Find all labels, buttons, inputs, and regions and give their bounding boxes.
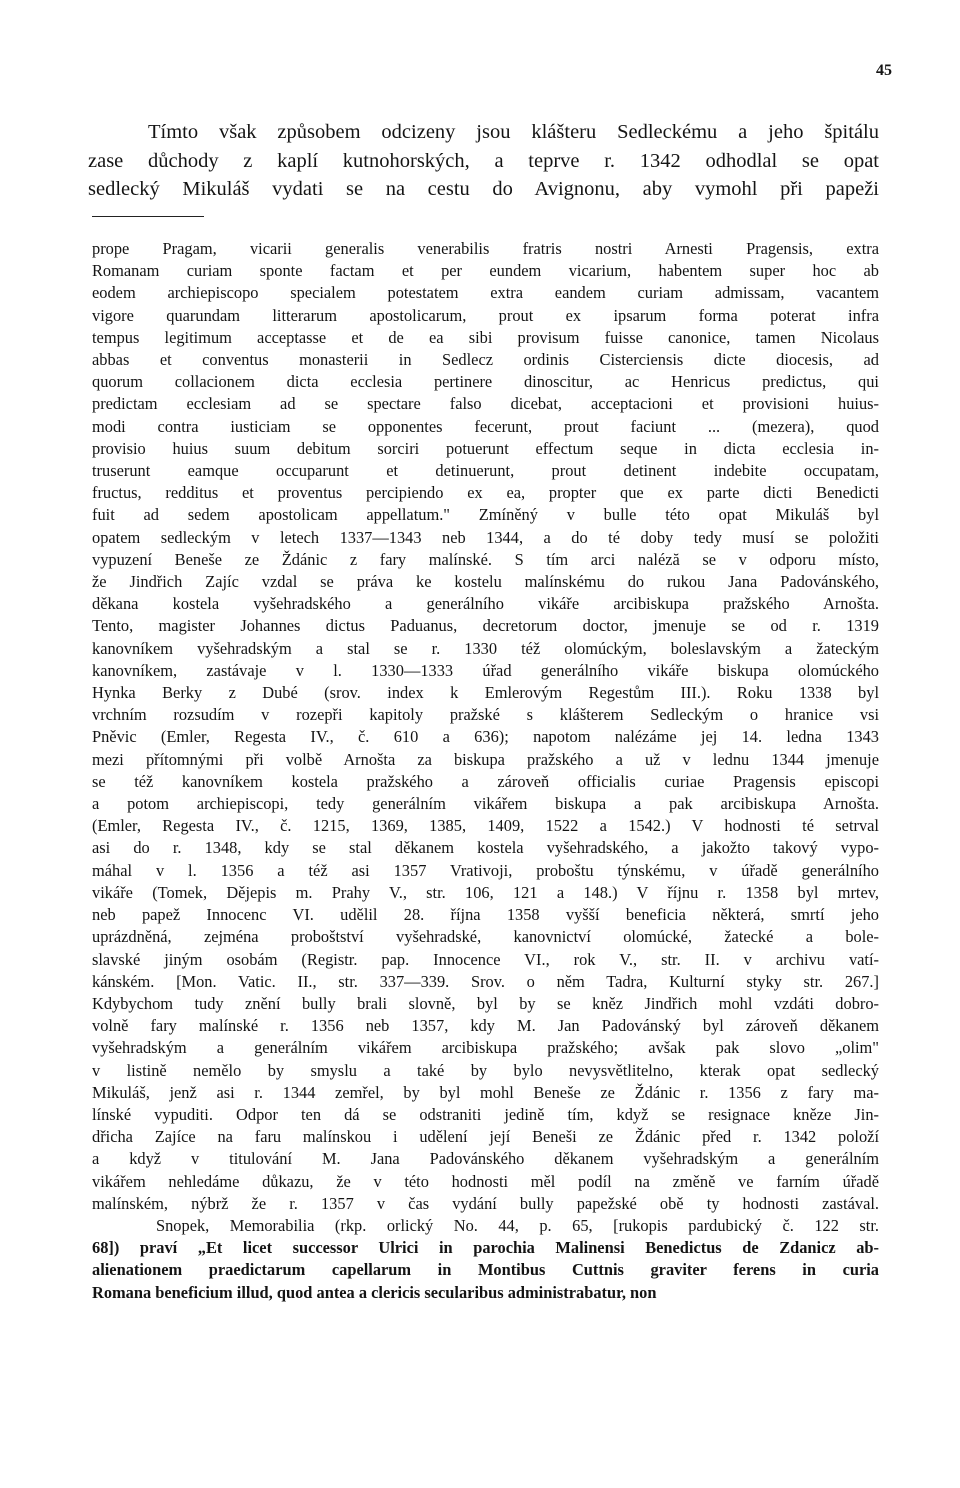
footnote-line: dřicha Zajíce na faru malínskou i udělení její Beneši ze Ždánic před r. 1342 položí bbox=[92, 1127, 879, 1147]
footnote-line: uprázdněná, zejména proboštství vyšehradské, kanovnictví olomúcké, žatecké a bole- bbox=[92, 927, 879, 947]
footnote-line: quorum collacionem dicta ecclesia pertinere dinoscitur, ac Henricus predictus, qui bbox=[92, 372, 879, 392]
footnote-line: vigore quarundam litterarum apostolicarum, prout ex ipsarum forma poterat infra bbox=[92, 305, 879, 325]
footnote-line: predictam ecclesiam ad se spectare falso dicebat, acceptacioni et provisioni huius- bbox=[92, 394, 879, 414]
main-text-line: sedlecký Mikuláš vydati se na cestu do Avignonu, aby vymohl při papeži bbox=[88, 178, 879, 200]
footnote-line: (Emler, Regesta IV., č. 1215, 1369, 1385, 1409, 1522 a 1542.) V hodnosti té setrval bbox=[92, 816, 879, 836]
footnote-line: fructus, redditus et proventus percipiendo ex ea, propter que ex parte dicti Benedicti bbox=[92, 483, 879, 503]
footnote-line: volně fary malínské r. 1356 neb 1357, kdy M. Jan Padovánský byl zároveň děkanem bbox=[92, 1016, 879, 1036]
footnote-line: Hynka Berky z Dubé (srov. index k Emlerovým Regestům III.). Roku 1338 byl bbox=[92, 683, 879, 703]
footnote-line: eodem archiepiscopo specialem potestatem extra eandem curiam admissam, vacantem bbox=[92, 283, 879, 303]
footnote-line: Pněvic (Emler, Regesta IV., č. 610 a 636); napotom nalézáme jej 14. ledna 1343 bbox=[92, 727, 879, 747]
footnote-line: alienationem praedictarum capellarum in Montibus Cuttnis graviter ferens in curia bbox=[92, 1260, 879, 1280]
footnote-line: truserunt eamque occuparunt et detinuerunt, prout detinent indebite occupatam, bbox=[92, 461, 879, 481]
footnote-line: malínském, nýbrž že r. 1357 v čas vydání bully papežské obě ty hodnosti zastával. bbox=[92, 1193, 879, 1213]
footnote-line: fuit ad sedem apostolicam appellatum." Zmíněný v bulle této opat Mikuláš byl bbox=[92, 505, 879, 525]
footnote-line: Romana beneficium illud, quod antea a clericis secularibus administrabatur, non bbox=[92, 1282, 657, 1302]
footnote-line: Kdybychom tudy znění bully brali slovně, byl by se kněz Jindřich mohl vzdáti dobro- bbox=[92, 993, 879, 1013]
footnote-line: Snopek, Memorabilia (rkp. orlický No. 44, p. 65, [rukopis pardubický č. 122 str. bbox=[156, 1215, 879, 1235]
footnote-line: línské vypuditi. Odpor ten dá se odstraniti jedině tím, když se resignace kněze Jin- bbox=[92, 1104, 879, 1124]
footnote-line: vikáře (Tomek, Dějepis m. Prahy V., str. 106, 121 a 148.) V říjnu r. 1358 byl mrtev, bbox=[92, 882, 879, 902]
main-text-line: Tímto však způsobem odcizeny jsou klášteru Sedleckému a jeho špitálu bbox=[148, 121, 879, 143]
footnote-line: kanovníkem, zastávaje v l. 1330—1333 úřad generálního vikáře biskupa olomúckého bbox=[92, 660, 879, 680]
footnote-line: Mikuláš, jenž asi r. 1344 zemřel, by byl mohl Beneše ze Ždánic r. 1356 z fary ma- bbox=[92, 1082, 879, 1102]
footnote-line: abbas et conventus monasterii in Sedlecz ordinis Cisterciensis dicte diocesis, ad bbox=[92, 350, 879, 370]
footnote-line: slavské jiným osobám (Registr. pap. Innocence VI., rok V., str. II. v archivu vatí- bbox=[92, 949, 879, 969]
footnote-line: kanovníkem vyšehradským a stal se r. 1330 též olomúckým, boleslavským a žateckým bbox=[92, 638, 879, 658]
footnote-line: 68]) praví „Et licet successor Ulrici in parochia Malinensi Benedictus de Zdanicz ab- bbox=[92, 1238, 879, 1258]
footnote-line: a když v titulování M. Jana Padovánského děkanem vyšehradským a generálním bbox=[92, 1149, 879, 1169]
footnote-line: vrchním rozsudím v rozepři kapitoly pražské s klášterem Sedleckým o hranice vsi bbox=[92, 705, 879, 725]
footnote-line: v listině nemělo by smyslu a také by bylo nevysvětlitelno, kterak opat sedlecký bbox=[92, 1060, 879, 1080]
footnote-line: tempus legitimum acceptasse et de ea sibi provisum fuisse canonice, tamen Nicolaus bbox=[92, 327, 879, 347]
main-text-line: zase důchody z kaplí kutnohorských, a teprve r. 1342 odhodlal se opat bbox=[88, 149, 879, 172]
footnote bbox=[92, 238, 879, 1304]
footnote-line: vikářem nehledáme důkazu, že v této hodnosti měl podíl na změně ve farním úřadě bbox=[92, 1171, 879, 1191]
footnote-line: provisio huius suum debitum sorciri potuerunt effectum seque in dicta ecclesia in- bbox=[92, 438, 879, 458]
footnote-line: že Jindřich Zajíc vzdal se práva ke kostelu malínskému do rukou Jana Padovánského, bbox=[92, 572, 879, 592]
footnote-line: asi do r. 1348, kdy se stal děkanem kostela vyšehradského, a jakožto takový vypo- bbox=[92, 838, 879, 858]
footnote-separator bbox=[92, 216, 204, 217]
footnote-line: opatem sedleckým v letech 1337—1343 neb 1344, a do té doby tedy musí se položiti bbox=[92, 527, 879, 547]
footnote-line: Romanam curiam sponte factam et per eundem vicarium, habentem super hoc ab bbox=[92, 261, 879, 281]
footnote-line: děkana kostela vyšehradského a generálního vikáře arcibiskupa pražského Arnošta. bbox=[92, 594, 879, 614]
footnote-line: se též kanovníkem kostela pražského a zároveň officialis curiae Pragensis episcopi bbox=[92, 771, 879, 791]
footnote-line: vyšehradským a generálním vikářem arcibiskupa pražského; avšak pak slovo „olim" bbox=[92, 1038, 879, 1058]
footnote-line: prope Pragam, vicarii generalis venerabilis fratris nostri Arnesti Pragensis, extra bbox=[92, 239, 879, 258]
footnote-line: máhal v l. 1356 a též asi 1357 Vrativoji, proboštu týnskému, v úřadě generálního bbox=[92, 860, 879, 880]
footnote-line: Tento, magister Johannes dictus Paduanus, decretorum doctor, jmenuje se od r. 1319 bbox=[92, 616, 879, 636]
footnote-line: a potom archiepiscopi, tedy generálním vikářem biskupa a pak arcibiskupa Arnošta. bbox=[92, 794, 879, 814]
footnote-line: vypuzení Beneše ze Ždánic z fary malínské. S tím arci naléză se v odporu místo, bbox=[92, 549, 879, 569]
footnote-line: neb papež Innocenc VI. udělil 28. října 1358 vyšší beneficia některá, smrtí jeho bbox=[92, 905, 879, 925]
footnote-line: mezi přítomnými při volbě Arnošta za biskupa pražského a už v lednu 1344 jmenuje bbox=[92, 749, 879, 769]
footnote-line: kánském. [Mon. Vatic. II., str. 337—339. Srov. o něm Tadra, Kulturní styky str. 267.] bbox=[92, 971, 879, 991]
page-number: 45 bbox=[876, 62, 892, 79]
main-text bbox=[88, 118, 879, 204]
footnote-line: modi contra iusticiam se opponentes fecerunt, prout faciunt ... (mezera), quod bbox=[92, 416, 879, 436]
